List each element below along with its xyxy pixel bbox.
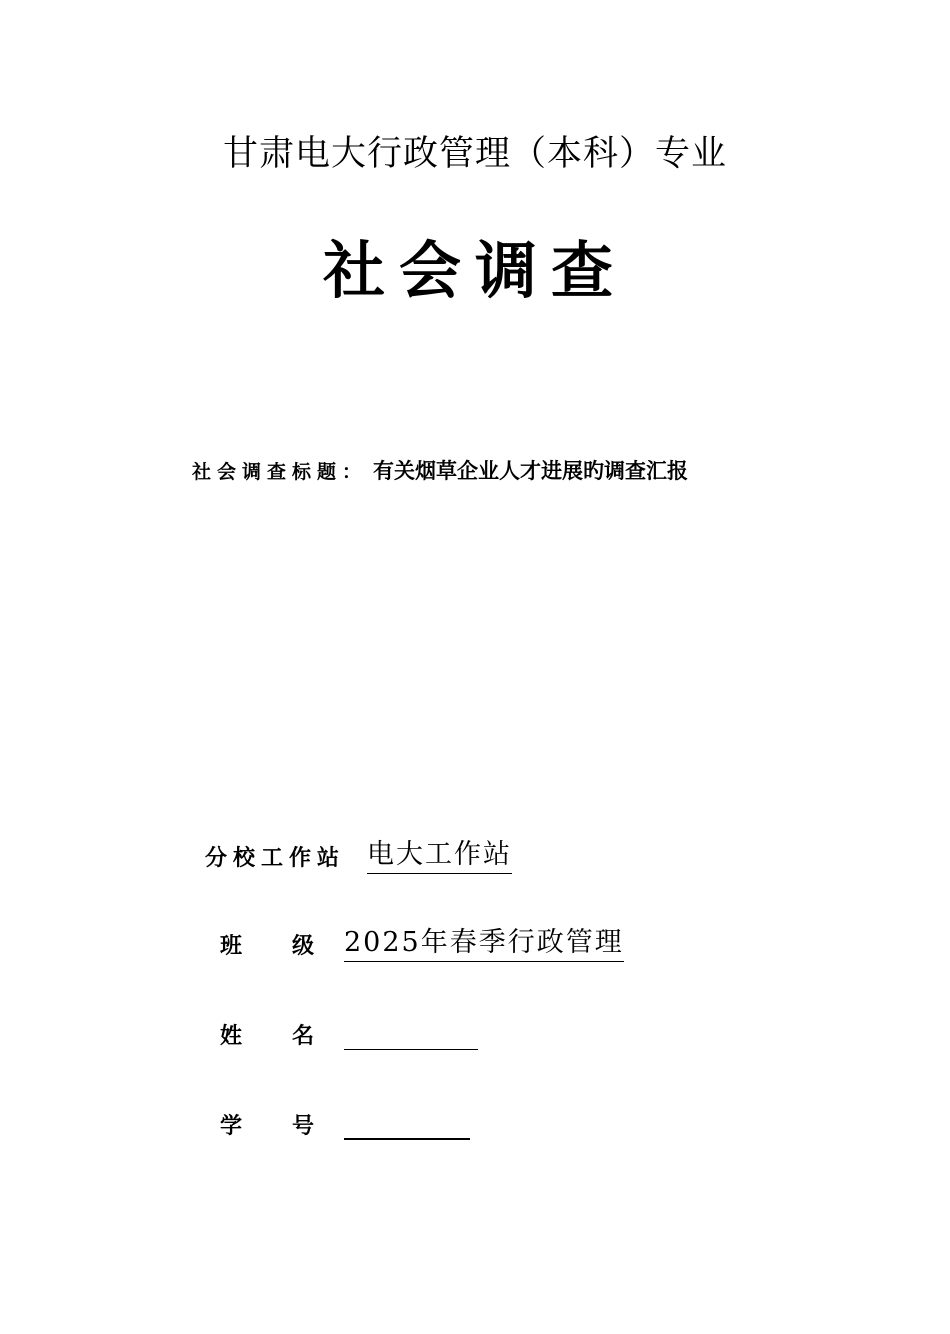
id-field bbox=[220, 1100, 470, 1148]
subject-value: 有关烟草企业人才进展旳调查汇报 bbox=[373, 459, 689, 483]
class-field bbox=[220, 920, 624, 968]
id-label: 学号 bbox=[220, 1112, 365, 1139]
name-field bbox=[220, 1010, 478, 1058]
subject-label: 社会调查标题： bbox=[192, 460, 368, 483]
name-blank bbox=[344, 1019, 478, 1050]
id-blank bbox=[344, 1108, 470, 1140]
subject-line bbox=[192, 450, 912, 490]
major-title: 甘肃电大行政管理（本科）专业 bbox=[222, 134, 727, 174]
class-label: 班级 bbox=[220, 932, 365, 959]
station-label: 分校工作站 bbox=[205, 844, 346, 871]
station-field bbox=[205, 832, 512, 880]
station-value: 电大工作站 bbox=[367, 838, 512, 874]
class-value: 2025年春季行政管理 bbox=[344, 926, 624, 962]
report-title: 社会调查 bbox=[322, 234, 627, 307]
name-label: 姓名 bbox=[220, 1022, 365, 1049]
